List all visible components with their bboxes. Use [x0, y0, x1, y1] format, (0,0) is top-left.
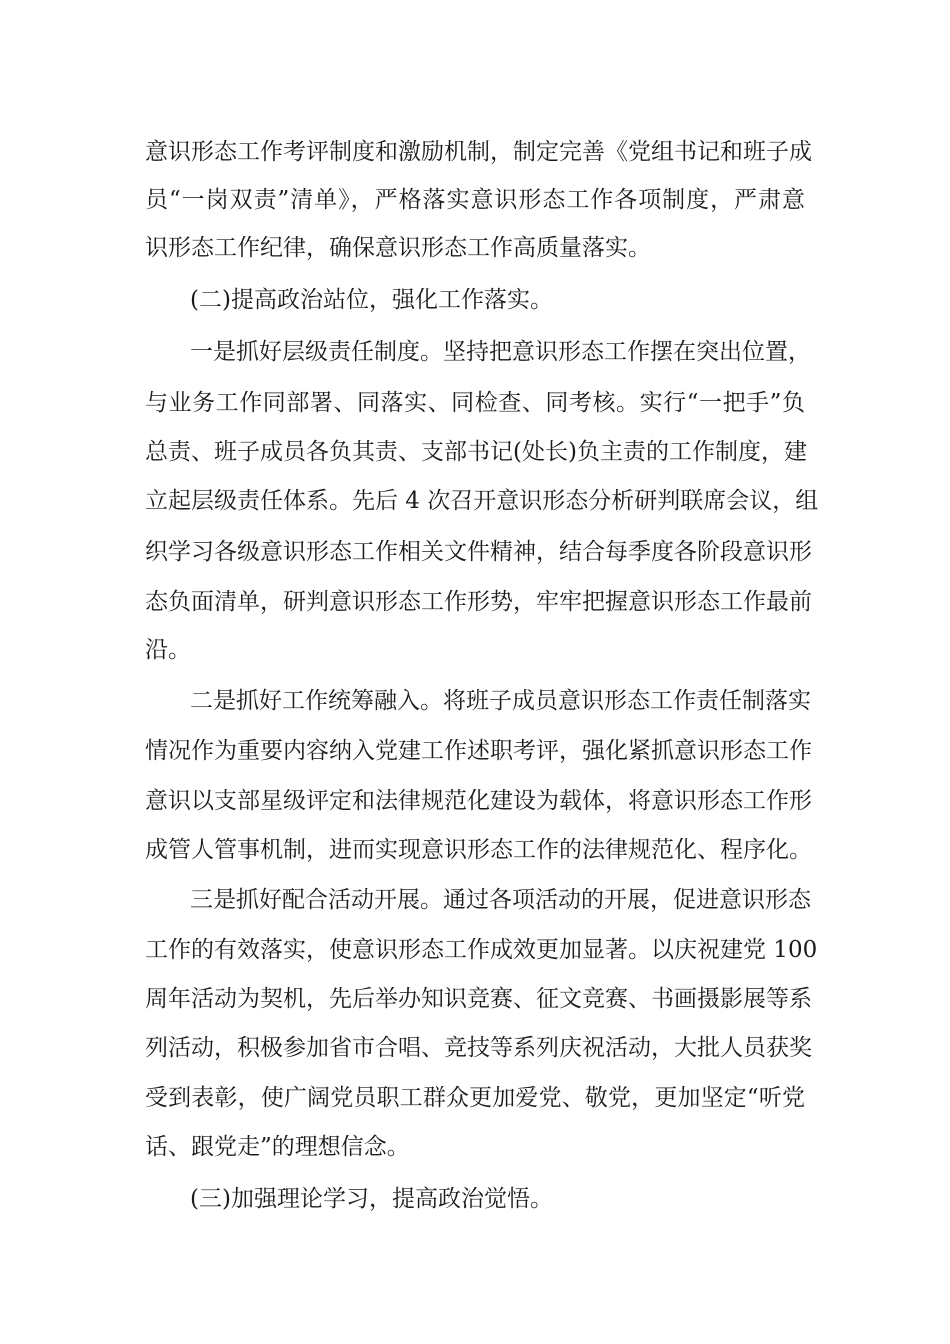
text-line [0, 231, 950, 265]
line-text: 情况作为重要内容纳入党建工作述职考评，强化紧抓意识形态工作 [145, 738, 812, 764]
text-line [0, 784, 950, 818]
text-line [0, 335, 950, 369]
line-text: 意识以支部星级评定和法律规范化建设为载体，将意识形态工作形 [145, 788, 812, 814]
text-line [0, 883, 950, 917]
line-text: 态负面清单，研判意识形态工作形势，牢牢把握意识形态工作最前 [145, 589, 812, 615]
text-line [0, 386, 950, 420]
line-text: 三是抓好配合活动开展。通过各项活动的开展，促进意识形态 [190, 887, 811, 913]
text-line [0, 1031, 950, 1065]
line-text: 周年活动为契机，先后举办知识竞赛、征文竞赛、书画摄影展等系 [145, 986, 812, 1012]
text-line [0, 183, 950, 217]
text-line [0, 1130, 950, 1164]
text-line [0, 135, 950, 169]
line-text: 一是抓好层级责任制度。坚持把意识形态工作摆在突出位置， [190, 339, 811, 365]
text-line [0, 484, 950, 518]
text-line [0, 982, 950, 1016]
line-text: 话、跟党走”的理想信念。 [145, 1134, 410, 1160]
line-text: 受到表彰，使广阔党员职工群众更加爱党、敬党，更加坚定“听党 [145, 1085, 805, 1111]
text-line [0, 585, 950, 619]
line-text: 织学习各级意识形态工作相关文件精神，结合每季度各阶段意识形 [145, 539, 812, 565]
text-line [0, 633, 950, 667]
text-line [0, 1081, 950, 1115]
text-line [0, 933, 950, 967]
text-line [0, 535, 950, 569]
heading-text: (三)加强理论学习，提高政治觉悟。 [190, 1186, 553, 1212]
text-line [0, 833, 950, 867]
section-heading-3 [0, 1182, 950, 1216]
line-text: 列活动，积极参加省市合唱、竞技等系列庆祝活动，大批人员获奖 [145, 1035, 812, 1061]
section-heading-2 [0, 283, 950, 317]
line-text: 员“一岗双责”清单》，严格落实意识形态工作各项制度，严肃意 [145, 187, 805, 213]
line-text: 工作的有效落实，使意识形态工作成效更加显著。以庆祝建党 100 [145, 937, 818, 963]
line-text: 成管人管事机制，进而实现意识形态工作的法律规范化、程序化。 [145, 837, 812, 863]
line-text: 沿。 [145, 637, 191, 663]
text-line [0, 684, 950, 718]
heading-text: (二)提高政治站位，强化工作落实。 [190, 287, 553, 313]
line-text: 立起层级责任体系。先后 4 次召开意识形态分析研判联席会议，组 [145, 488, 819, 514]
line-text: 二是抓好工作统筹融入。将班子成员意识形态工作责任制落实 [190, 688, 811, 714]
text-line [0, 734, 950, 768]
line-text: 意识形态工作考评制度和激励机制，制定完善《党组书记和班子成 [145, 139, 812, 165]
line-text: 总责、班子成员各负其责、支部书记(处长)负主责的工作制度，建 [145, 439, 807, 465]
line-text: 识形态工作纪律，确保意识形态工作高质量落实。 [145, 235, 651, 261]
line-text: 与业务工作同部署、同落实、同检查、同考核。实行“一把手”负 [145, 390, 805, 416]
text-line [0, 435, 950, 469]
